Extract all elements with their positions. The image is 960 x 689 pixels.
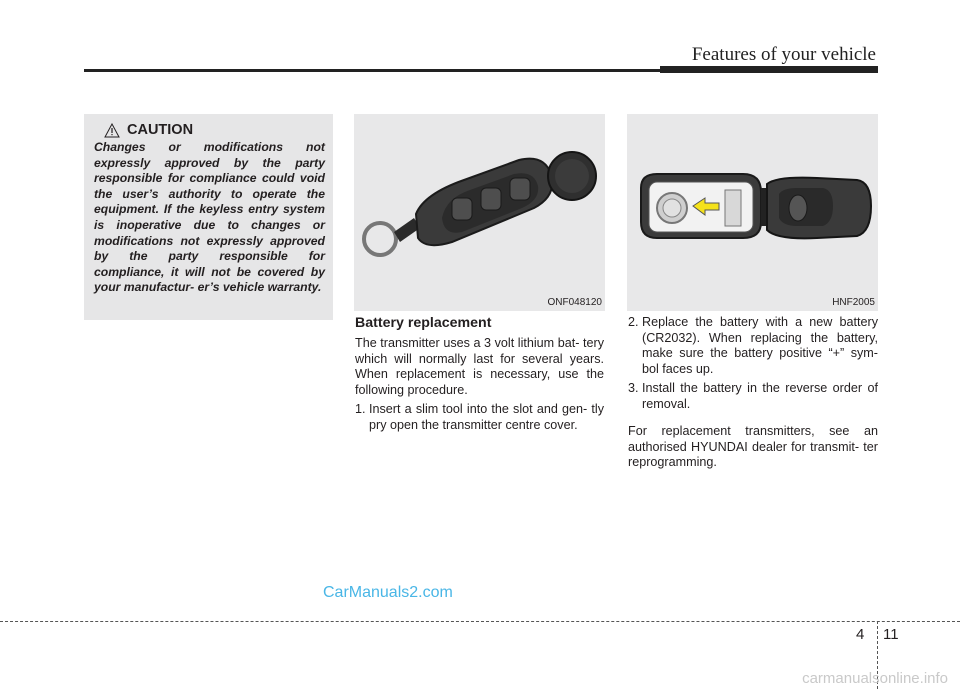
replacement-note: For replacement transmitters, see an authorised HYUNDAI dealer for transmit- ter reprogramming. xyxy=(628,424,878,469)
footer-divider xyxy=(0,621,960,622)
caution-title: CAUTION xyxy=(127,122,194,138)
remote-key-illustration xyxy=(354,114,605,311)
battery-section-continued xyxy=(628,315,878,471)
step-number: 2. xyxy=(628,315,639,329)
step-item xyxy=(628,315,878,377)
step-number: 1. xyxy=(355,402,366,416)
step-number: 3. xyxy=(628,381,639,395)
battery-section xyxy=(355,315,604,433)
footer-site-watermark: carmanualsonline.info xyxy=(802,670,948,687)
caution-text: Changes or modifications not expressly approved by the party responsible for compliance could void the user’s authority to operate the equipment. If the keyless entry system is inoperative due to changes or modifications not expressly approved by the party responsible for compliance, it will not be covered by your manufactur- er’s vehicle warranty. xyxy=(94,140,325,295)
step-text: Insert a slim tool into the slot and gen- tly pry open the transmitter centre cover. xyxy=(369,402,604,432)
step-text: Install the battery in the reverse order of removal. xyxy=(642,381,878,411)
battery-compartment-illustration xyxy=(627,114,878,311)
figure-label: HNF2005 xyxy=(832,297,875,308)
header-title: Features of your vehicle xyxy=(691,44,876,65)
figure-label: ONF048120 xyxy=(547,297,602,308)
figure-battery-compartment xyxy=(627,114,878,311)
header-rule xyxy=(84,69,660,72)
warning-triangle-icon xyxy=(104,123,120,138)
battery-intro: The transmitter uses a 3 volt lithium bat- tery which will normally last for several years. When replacement is necessary, use the following procedure. xyxy=(355,336,604,397)
page-number: 11 xyxy=(883,626,899,643)
caution-box xyxy=(84,114,333,320)
chapter-number: 4 xyxy=(856,626,865,643)
step-text: Replace the battery with a new battery (CR2032). When replacing the battery, make sure the battery positive “+” sym- bol faces up. xyxy=(642,315,878,376)
caution-header xyxy=(104,122,325,138)
step-item xyxy=(355,402,604,433)
header-rule-thick xyxy=(660,66,878,73)
step-item xyxy=(628,381,878,412)
section-heading: Battery replacement xyxy=(355,315,492,331)
figure-remote-key-open xyxy=(354,114,605,311)
watermark-link[interactable]: CarManuals2.com xyxy=(323,584,453,601)
